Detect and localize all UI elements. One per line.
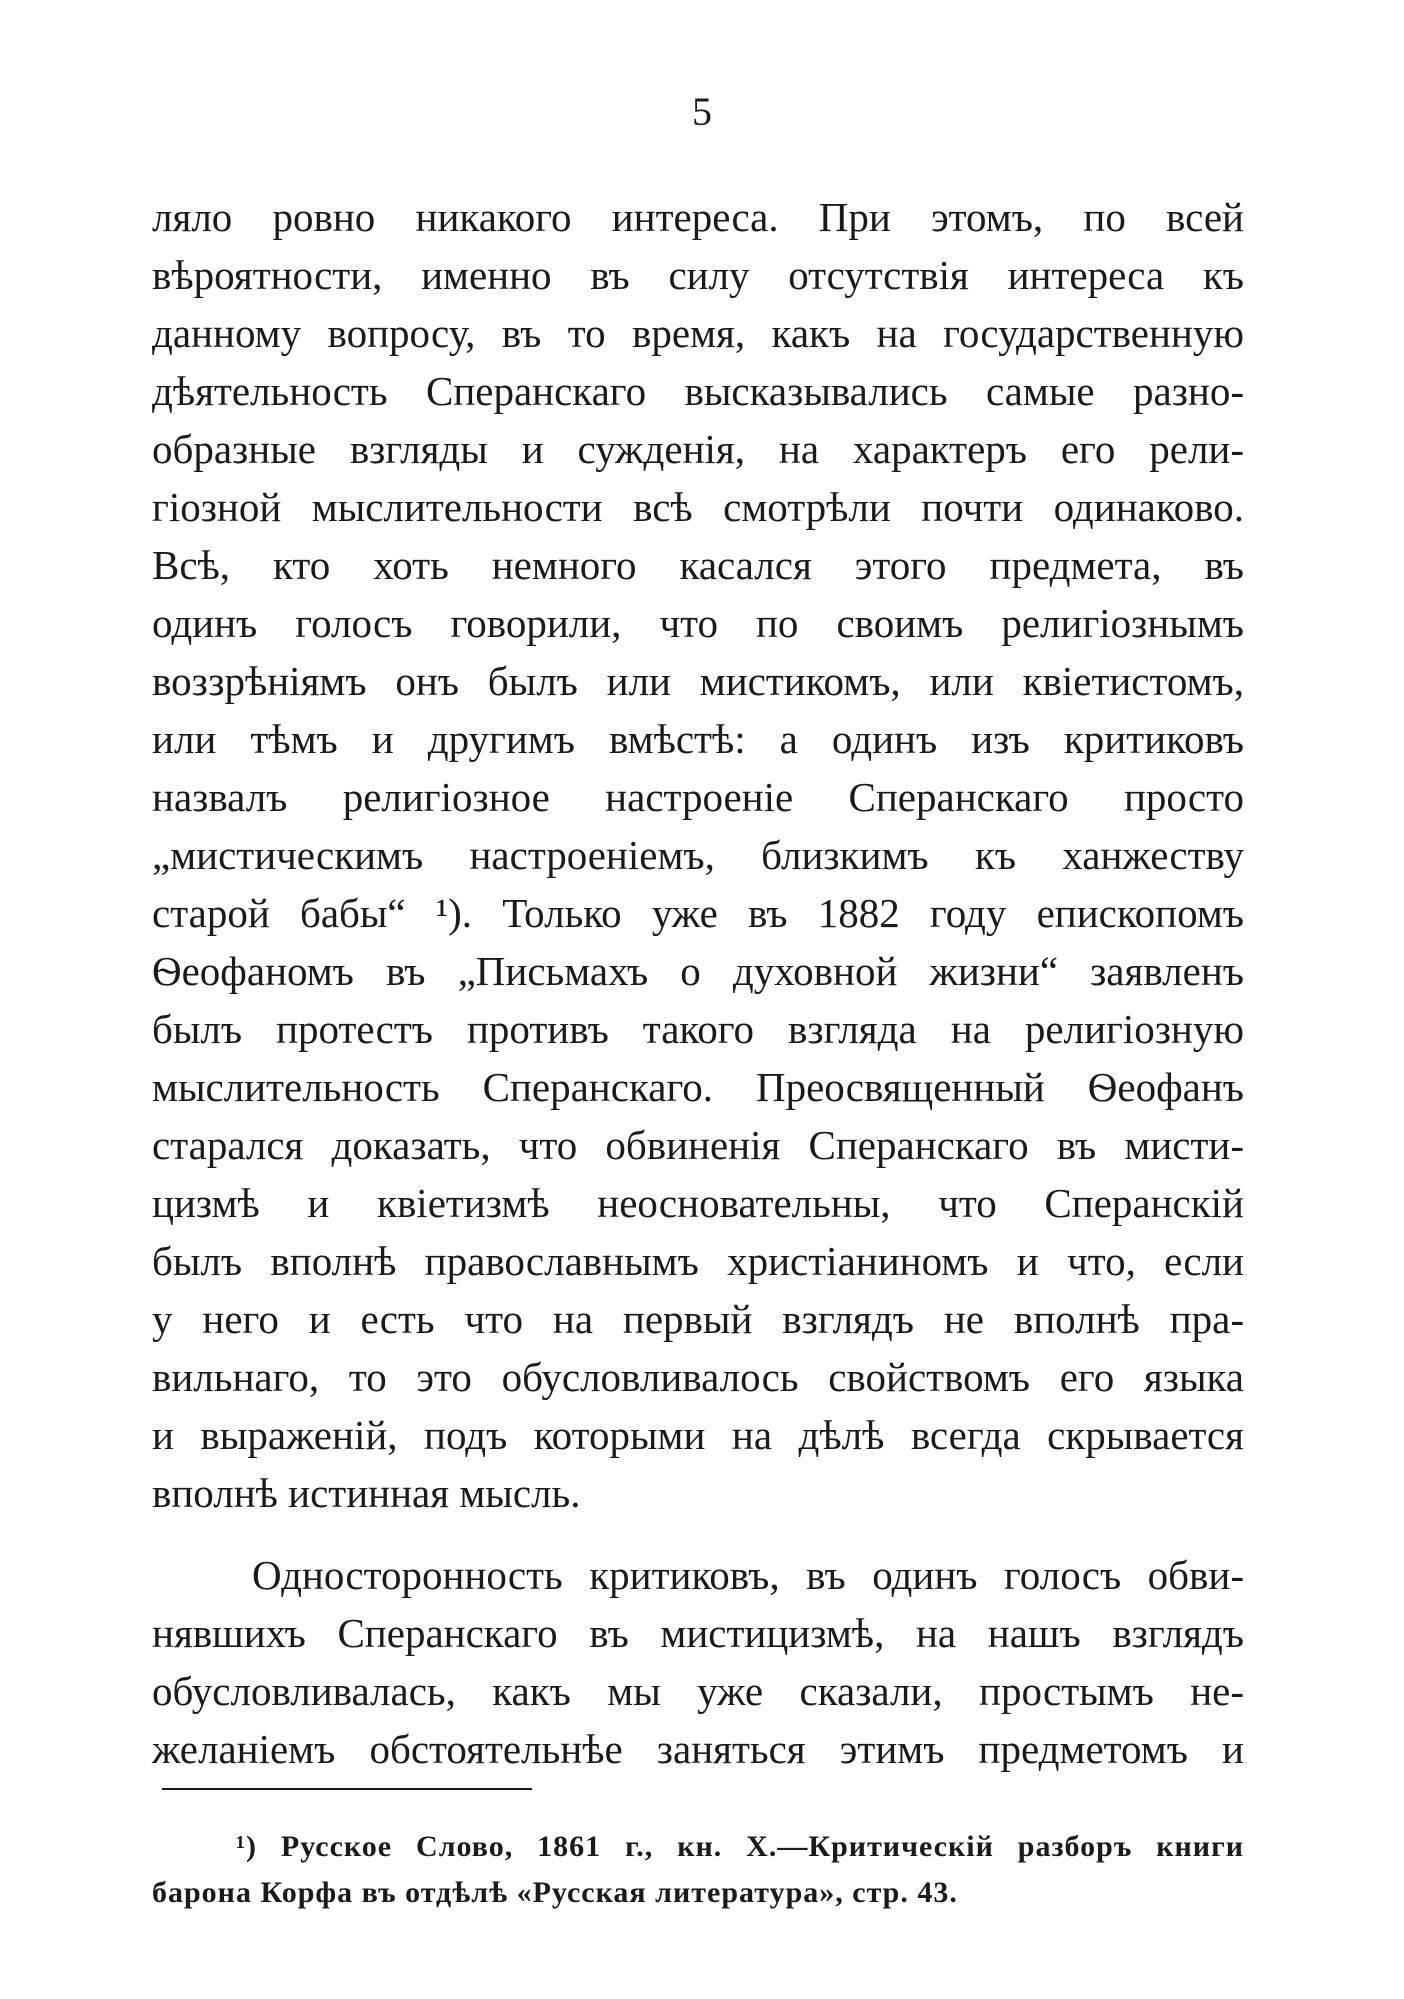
- text-line: и выраженій, подъ которыми на дѣлѣ всегда скрывается: [152, 1412, 1244, 1458]
- text-line: ляло ровно никакого интереса. При этомъ, по всей: [152, 194, 1244, 240]
- text-line: Односторонность критиковъ, въ одинъ голосъ обви-: [252, 1552, 1244, 1598]
- text-line: старой бабы“ ¹). Только уже въ 1882 году епископомъ: [152, 890, 1244, 936]
- footnote: [152, 1824, 1244, 1916]
- text-line: старался доказать, что обвиненія Сперанскаго въ мисти-: [152, 1122, 1244, 1168]
- text-line: Ѳеофаномъ въ „Письмахъ о духовной жизни“ заявленъ: [152, 948, 1244, 994]
- footnote-line: барона Корфа въ отдѣлѣ «Русская литература», стр. 43.: [152, 1876, 958, 1909]
- paragraph-gap: [152, 1522, 1244, 1546]
- text-line: желаніемъ обстоятельнѣе заняться этимъ предметомъ и: [152, 1726, 1244, 1772]
- text-line: „мистическимъ настроеніемъ, близкимъ къ ханжеству: [152, 832, 1244, 878]
- text-line: у него и есть что на первый взглядъ не вполнѣ пра-: [152, 1296, 1244, 1342]
- text-line: вильнаго, то это обусловливалось свойствомъ его языка: [152, 1354, 1244, 1400]
- text-line: дѣятельность Сперанскаго высказывались самые разно-: [152, 368, 1244, 414]
- text-line: или тѣмъ и другимъ вмѣстѣ: а одинъ изъ критиковъ: [152, 716, 1244, 762]
- text-line: образные взгляды и сужденія, на характеръ его рели-: [152, 426, 1244, 472]
- text-line: назвалъ религіозное настроеніе Сперанскаго просто: [152, 774, 1244, 820]
- main-text: [152, 188, 1244, 1778]
- text-line: былъ протестъ противъ такого взгляда на религіозную: [152, 1006, 1244, 1052]
- text-line: былъ вполнѣ православнымъ христіаниномъ и что, если: [152, 1238, 1244, 1284]
- text-line: данному вопросу, въ то время, какъ на государственную: [152, 310, 1244, 356]
- footnote-line: ¹) Русское Слово, 1861 г., кн. X.—Критическій разборъ книги: [236, 1830, 1244, 1863]
- text-line: цизмѣ и квіетизмѣ неосновательны, что Сперанскій: [152, 1180, 1244, 1226]
- footnote-divider: [162, 1788, 532, 1790]
- text-line: Всѣ, кто хоть немного касался этого предмета, въ: [152, 542, 1244, 588]
- text-line: воззрѣніямъ онъ былъ или мистикомъ, или квіетистомъ,: [152, 658, 1244, 704]
- text-line: одинъ голосъ говорили, что по своимъ религіознымъ: [152, 600, 1244, 646]
- text-line: вполнѣ истинная мысль.: [152, 1470, 581, 1516]
- text-line: вѣроятности, именно въ силу отсутствія интереса къ: [152, 252, 1244, 298]
- text-line: мыслительность Сперанскаго. Преосвященный Ѳеофанъ: [152, 1064, 1244, 1110]
- page-number: 5: [692, 89, 712, 134]
- text-line: обусловливалась, какъ мы уже сказали, простымъ не-: [152, 1668, 1244, 1714]
- text-line: гіозной мыслительности всѣ смотрѣли почти одинаково.: [152, 484, 1244, 530]
- text-line: нявшихъ Сперанскаго въ мистицизмѣ, на нашъ взглядъ: [152, 1610, 1244, 1656]
